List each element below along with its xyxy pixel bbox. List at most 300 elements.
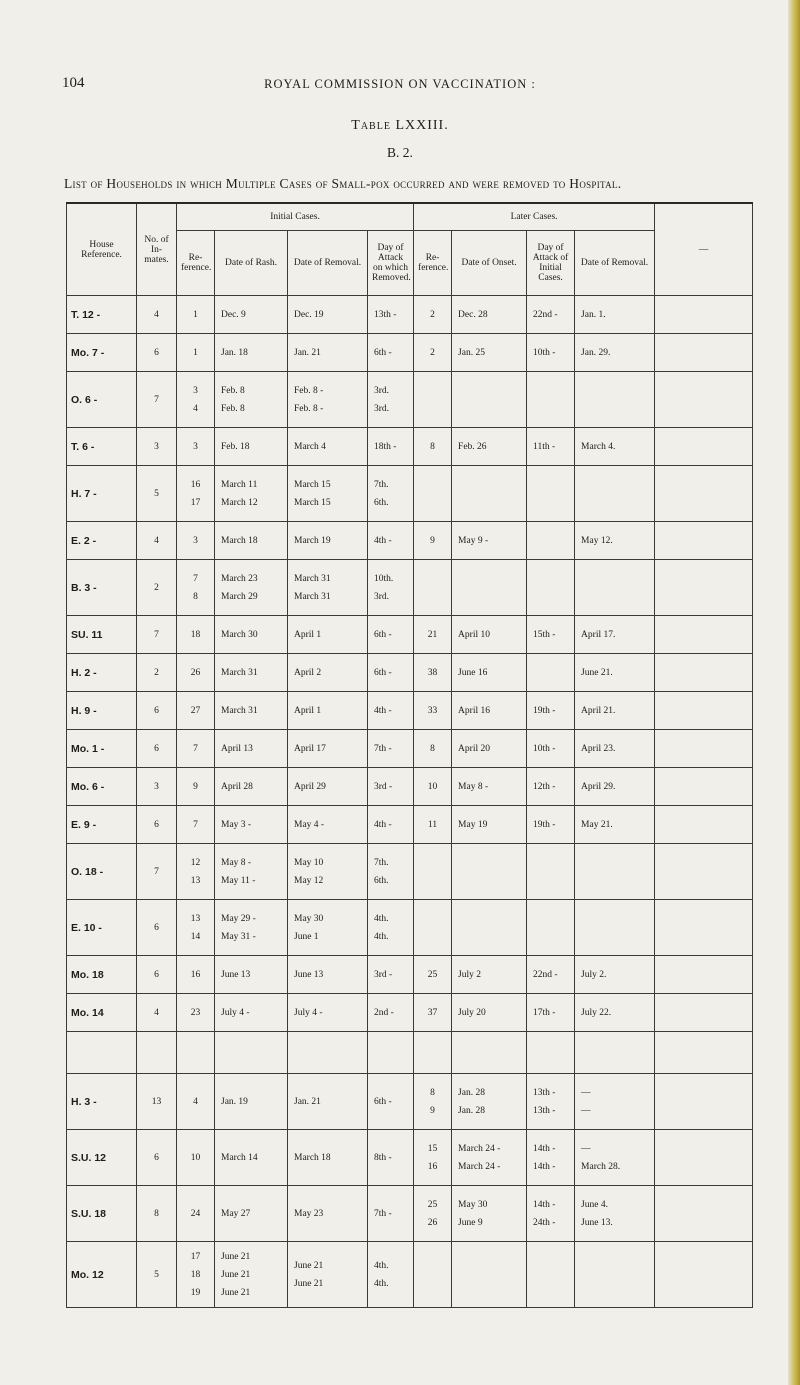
day-initial-cell [527,1032,575,1074]
house-reference-cell [67,692,137,730]
table-row [67,428,753,466]
initial-removal-value: May 30 [294,913,324,924]
later-removal-cell [575,654,655,692]
date-of-onset-cell [452,844,527,900]
later-removal-value: April 17. [581,629,616,640]
day-initial-value: 14th - [533,1161,556,1172]
later-removal-value: March 4. [581,441,616,452]
later-removal-value: June 21. [581,667,613,678]
initial-reference-value: 16 [190,479,201,490]
date-of-onset-value: April 20 [458,743,490,754]
later-removal-value: April 23. [581,743,616,754]
initial-removal-value: March 31 [294,573,331,584]
day-initial-cell [527,1242,575,1308]
later-reference-value: 10 [427,781,438,792]
day-initial-value: 10th - [533,743,556,754]
initial-reference-value: 27 [190,705,201,716]
house-reference-cell [67,466,137,522]
date-of-rash-value: March 31 [221,705,258,716]
day-initial-cell [527,768,575,806]
initial-reference-cell [177,334,215,372]
initial-reference-value: 3 [193,535,198,546]
later-removal-cell [575,844,655,900]
later-removal-cell [575,560,655,616]
later-removal-cell [575,1186,655,1242]
table-row [67,372,753,428]
date-of-rash-cell [215,1130,288,1186]
later-reference-cell [414,522,452,560]
later-reference-cell [414,1186,452,1242]
initial-removal-cell [288,1074,368,1130]
date-of-onset-cell [452,806,527,844]
date-of-rash-cell [215,1242,288,1308]
inmates-value: 8 [154,1208,159,1219]
initial-removal-value: Dec. 19 [294,309,324,320]
date-of-rash-value: March 11 [221,479,258,490]
initial-reference-value: 17 [190,1251,201,1262]
table-row [67,1032,753,1074]
day-initial-cell [527,560,575,616]
day-initial-cell [527,428,575,466]
inmates-cell [137,372,177,428]
date-of-rash-cell [215,560,288,616]
date-of-rash-value: Dec. 9 [221,309,246,320]
later-reference-cell [414,1074,452,1130]
day-removed-cell [368,616,414,654]
day-removed-cell [368,1242,414,1308]
date-of-rash-value: March 30 [221,629,258,640]
date-of-onset-value: May 9 - [458,535,489,546]
later-removal-cell [575,1242,655,1308]
later-reference-value: 8 [430,743,435,754]
initial-removal-cell [288,994,368,1032]
house-reference-value: H. 2 - [71,666,97,679]
date-of-onset-value: May 30 [458,1199,488,1210]
later-reference-cell [414,844,452,900]
day-removed-value: 13th - [374,309,397,320]
date-of-rash-cell [215,844,288,900]
later-reference-value: 21 [427,629,438,640]
initial-removal-value: May 12 [294,875,324,886]
day-initial-cell [527,692,575,730]
header-date-of-onset: Date of Onset. [452,231,527,296]
blank-cell [655,806,753,844]
later-removal-cell [575,1032,655,1074]
later-removal-value: April 21. [581,705,616,716]
house-reference-cell [67,806,137,844]
inmates-value: 2 [154,582,159,593]
table-row [67,730,753,768]
inmates-value: 6 [154,819,159,830]
inmates-cell [137,654,177,692]
later-reference-value: 16 [427,1161,438,1172]
initial-reference-value: 4 [193,1096,198,1107]
day-initial-value: 13th - [533,1087,556,1098]
date-of-onset-cell [452,334,527,372]
initial-reference-cell [177,616,215,654]
inmates-value: 7 [154,629,159,640]
day-initial-value: 14th - [533,1199,556,1210]
blank-cell [655,1242,753,1308]
day-initial-value: 22nd - [533,969,558,980]
day-removed-value: 2nd - [374,1007,394,1018]
inmates-value: 6 [154,922,159,933]
house-reference-cell [67,296,137,334]
inmates-cell [137,1130,177,1186]
initial-removal-value: March 15 [294,479,331,490]
initial-reference-value: 19 [190,1287,201,1298]
date-of-rash-value: March 14 [221,1152,258,1163]
date-of-onset-value: Jan. 25 [458,347,485,358]
initial-reference-value: 1 [193,347,198,358]
later-reference-cell [414,768,452,806]
date-of-onset-cell [452,1032,527,1074]
day-removed-cell [368,372,414,428]
later-reference-cell [414,956,452,994]
date-of-onset-cell [452,466,527,522]
day-initial-value: 24th - [533,1217,556,1228]
inmates-value: 4 [154,1007,159,1018]
date-of-onset-value: June 16 [458,667,488,678]
initial-removal-value: March 15 [294,497,331,508]
initial-reference-cell [177,654,215,692]
header-initial-reference: Re-ference. [177,231,215,296]
initial-removal-value: March 31 [294,591,331,602]
date-of-onset-cell [452,428,527,466]
initial-reference-value: 13 [190,875,201,886]
house-reference-value: S.U. 12 [71,1151,107,1164]
house-reference-cell [67,1186,137,1242]
inmates-cell [137,900,177,956]
initial-removal-cell [288,372,368,428]
initial-removal-cell [288,806,368,844]
house-reference-cell [67,428,137,466]
table-row [67,654,753,692]
initial-removal-value: April 1 [294,705,322,716]
date-of-rash-value: June 21 [221,1269,251,1280]
house-reference-cell [67,522,137,560]
later-removal-cell [575,956,655,994]
later-removal-cell [575,730,655,768]
house-reference-value: T. 6 - [71,440,95,453]
date-of-onset-cell [452,994,527,1032]
later-removal-cell [575,1074,655,1130]
inmates-value: 3 [154,781,159,792]
date-of-rash-value: March 23 [221,573,258,584]
date-of-onset-value: July 2 [458,969,482,980]
later-reference-value: 37 [427,1007,438,1018]
initial-reference-cell [177,522,215,560]
blank-cell [655,844,753,900]
later-removal-value: June 4. [581,1199,608,1210]
date-of-rash-value: March 18 [221,535,258,546]
later-removal-value: June 13. [581,1217,613,1228]
blank-cell [655,1130,753,1186]
house-reference-value: Mo. 7 - [71,346,105,359]
house-reference-cell [67,768,137,806]
table-row [67,466,753,522]
blank-cell [655,522,753,560]
later-reference-value: 11 [427,819,438,830]
later-reference-cell [414,372,452,428]
date-of-rash-cell [215,654,288,692]
blank-cell [655,1032,753,1074]
date-of-onset-value: Feb. 26 [458,441,487,452]
day-removed-cell [368,1186,414,1242]
initial-reference-value: 17 [190,497,201,508]
day-removed-cell [368,692,414,730]
house-reference-value: T. 12 - [71,308,101,321]
initial-removal-cell [288,1032,368,1074]
date-of-onset-cell [452,560,527,616]
date-of-rash-value: June 13 [221,969,251,980]
day-removed-value: 6th. [374,497,389,508]
later-reference-value: 33 [427,705,438,716]
day-removed-value: 6th - [374,629,392,640]
day-removed-cell [368,1032,414,1074]
house-reference-value: Mo. 1 - [71,742,105,755]
date-of-rash-cell [215,692,288,730]
house-reference-value: SU. 11 [71,628,103,641]
table-row [67,806,753,844]
day-removed-value: 6th. [374,875,389,886]
day-initial-value: 17th - [533,1007,556,1018]
date-of-onset-value: March 24 - [458,1143,501,1154]
later-removal-value: — [581,1143,591,1154]
later-reference-cell [414,900,452,956]
later-reference-value: 25 [427,1199,438,1210]
date-of-onset-cell [452,730,527,768]
page-edge [788,0,800,1385]
inmates-cell [137,616,177,654]
initial-removal-value: March 19 [294,535,331,546]
date-of-onset-cell [452,1130,527,1186]
table-row [67,844,753,900]
house-reference-cell [67,334,137,372]
day-initial-cell [527,296,575,334]
date-of-rash-value: May 11 - [221,875,256,886]
house-reference-cell [67,372,137,428]
initial-removal-value: June 21 [294,1260,324,1271]
initial-removal-cell [288,466,368,522]
day-removed-value: 3rd - [374,781,393,792]
initial-removal-cell [288,730,368,768]
day-removed-cell [368,900,414,956]
later-removal-cell [575,616,655,654]
inmates-cell [137,730,177,768]
day-initial-cell [527,1130,575,1186]
initial-reference-cell [177,1242,215,1308]
day-removed-cell [368,806,414,844]
initial-removal-value: May 4 - [294,819,325,830]
inmates-value: 6 [154,347,159,358]
table-body [67,296,753,1308]
day-removed-value: 10th. [374,573,394,584]
date-of-onset-cell [452,654,527,692]
blank-cell [655,768,753,806]
initial-removal-value: April 29 [294,781,326,792]
day-removed-cell [368,730,414,768]
inmates-cell [137,334,177,372]
day-removed-value: 18th - [374,441,397,452]
initial-removal-value: April 2 [294,667,322,678]
date-of-onset-cell [452,616,527,654]
date-of-onset-cell [452,692,527,730]
day-initial-cell [527,806,575,844]
blank-cell [655,994,753,1032]
date-of-onset-value: May 8 - [458,781,489,792]
later-removal-value: Jan. 1. [581,309,606,320]
day-removed-cell [368,654,414,692]
initial-removal-value: June 13 [294,969,324,980]
day-removed-value: 8th - [374,1152,392,1163]
house-reference-value: H. 7 - [71,487,97,500]
date-of-rash-cell [215,372,288,428]
later-removal-cell [575,428,655,466]
day-removed-value: 4th. [374,913,389,924]
day-initial-cell [527,654,575,692]
day-initial-value: 22nd - [533,309,558,320]
later-removal-cell [575,768,655,806]
initial-reference-value: 18 [190,1269,201,1280]
later-removal-cell [575,372,655,428]
later-reference-cell [414,334,452,372]
inmates-value: 6 [154,743,159,754]
table-title: Table LXXIII. [351,118,449,133]
blank-cell [655,616,753,654]
table-row [67,956,753,994]
blank-cell [655,560,753,616]
date-of-onset-cell [452,956,527,994]
day-initial-value: 13th - [533,1105,556,1116]
header-later-date-of-removal: Date of Removal. [575,231,655,296]
initial-removal-value: May 23 [294,1208,324,1219]
house-reference-value: O. 6 - [71,393,98,406]
initial-reference-value: 14 [190,931,201,942]
table-row [67,616,753,654]
header-initial-date-of-removal: Date of Removal. [288,231,368,296]
inmates-value: 7 [154,394,159,405]
date-of-onset-cell [452,1186,527,1242]
initial-reference-value: 7 [193,743,198,754]
later-reference-cell [414,560,452,616]
later-reference-value: 2 [430,309,435,320]
day-removed-cell [368,560,414,616]
day-removed-value: 6th - [374,347,392,358]
day-removed-value: 3rd. [374,385,390,396]
day-initial-cell [527,466,575,522]
house-reference-cell [67,1242,137,1308]
blank-cell [655,692,753,730]
inmates-cell [137,994,177,1032]
blank-cell [655,334,753,372]
date-of-rash-cell [215,296,288,334]
day-initial-cell [527,900,575,956]
date-of-rash-value: March 12 [221,497,258,508]
house-reference-cell [67,956,137,994]
date-of-rash-value: April 28 [221,781,253,792]
date-of-rash-value: Feb. 18 [221,441,250,452]
house-reference-value: Mo. 12 [71,1268,104,1281]
blank-cell [655,654,753,692]
table-row [67,1130,753,1186]
later-removal-value: Jan. 29. [581,347,611,358]
inmates-value: 5 [154,488,159,499]
later-reference-cell [414,616,452,654]
initial-removal-cell [288,900,368,956]
date-of-rash-cell [215,994,288,1032]
initial-removal-value: March 4 [294,441,326,452]
later-reference-cell [414,466,452,522]
house-reference-value: H. 3 - [71,1095,97,1108]
date-of-rash-value: Feb. 8 [221,403,245,414]
blank-cell [655,372,753,428]
house-reference-value: Mo. 18 [71,968,104,981]
date-of-rash-cell [215,334,288,372]
date-of-onset-cell [452,296,527,334]
initial-reference-cell [177,956,215,994]
header-day-of-attack-initial: Day of Attack of Initial Cases. [527,231,575,296]
blank-cell [655,956,753,994]
date-of-onset-value: April 10 [458,629,490,640]
date-of-onset-cell [452,372,527,428]
date-of-rash-value: June 21 [221,1287,251,1298]
later-removal-cell [575,900,655,956]
day-removed-value: 4th - [374,819,392,830]
initial-removal-cell [288,1130,368,1186]
inmates-cell [137,560,177,616]
date-of-rash-cell [215,522,288,560]
date-of-rash-cell [215,616,288,654]
day-removed-cell [368,1130,414,1186]
inmates-cell [137,296,177,334]
later-reference-value: 25 [427,969,438,980]
day-removed-value: 4th. [374,1260,389,1271]
day-removed-cell [368,994,414,1032]
date-of-rash-cell [215,1032,288,1074]
house-reference-cell [67,1032,137,1074]
later-removal-cell [575,994,655,1032]
day-removed-value: 4th. [374,1278,389,1289]
table-row [67,560,753,616]
date-of-onset-cell [452,1074,527,1130]
initial-reference-cell [177,730,215,768]
day-initial-cell [527,522,575,560]
initial-removal-value: March 18 [294,1152,331,1163]
table-row [67,296,753,334]
inmates-cell [137,1074,177,1130]
date-of-rash-cell [215,730,288,768]
initial-reference-value: 3 [193,385,198,396]
date-of-onset-cell [452,1242,527,1308]
blank-cell [655,428,753,466]
house-reference-value: H. 9 - [71,704,97,717]
day-removed-value: 3rd. [374,591,390,602]
later-reference-cell [414,1032,452,1074]
header-last-column: — [655,203,753,296]
day-initial-cell [527,730,575,768]
house-reference-value: E. 2 - [71,534,97,547]
initial-removal-value: Feb. 8 - [294,385,324,396]
table-subtitle: B. 2. [387,145,413,160]
initial-removal-cell [288,428,368,466]
house-reference-value: E. 9 - [71,818,97,831]
date-of-rash-value: Jan. 19 [221,1096,248,1107]
inmates-cell [137,522,177,560]
inmates-value: 13 [151,1096,162,1107]
inmates-cell [137,466,177,522]
later-reference-cell [414,1242,452,1308]
